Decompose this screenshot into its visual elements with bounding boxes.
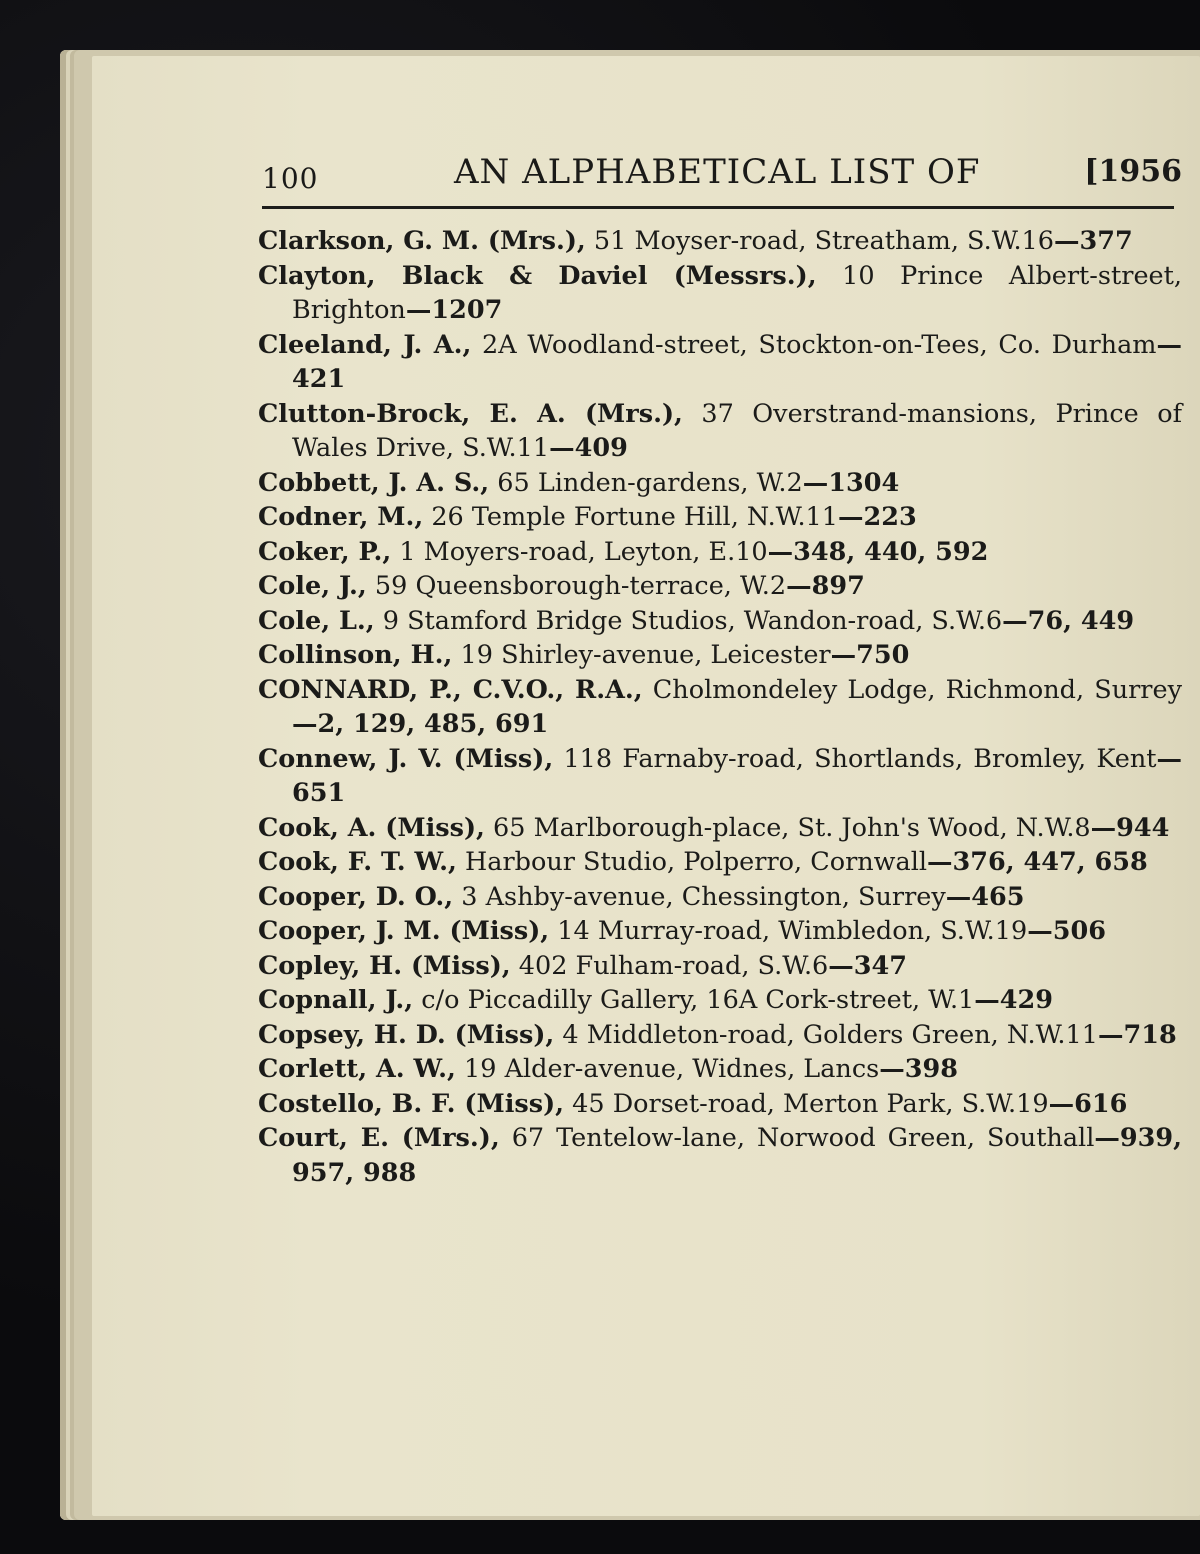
list-item	[258, 500, 1182, 535]
entry-address: 19 Shirley-avenue, Leicester	[452, 640, 831, 670]
entry-address: 4 Middleton-road, Golders Green, N.W.11	[554, 1019, 1098, 1050]
entry-name: Coker, P.,	[258, 536, 392, 567]
entry-name: Cook, A. (Miss),	[258, 812, 485, 843]
page-number: 100	[262, 162, 319, 195]
entry-name: Clayton, Black & Daviel (Messrs.),	[258, 260, 817, 291]
header-rule	[262, 206, 1174, 209]
entry-numbers: —2, 129, 485, 691	[292, 709, 549, 739]
entry-numbers: —377	[1054, 226, 1133, 256]
list-item	[258, 328, 1182, 397]
entry-address: 37 Overstrand-mansions, Prince of Wales Drive, S.W.11	[292, 398, 1183, 463]
entry-name: Copsey, H. D. (Miss),	[258, 1019, 555, 1050]
entry-address: 1 Moyers-road, Leyton, E.10	[391, 536, 768, 567]
list-item	[258, 604, 1182, 639]
entry-numbers: —76, 449	[1002, 605, 1135, 636]
entry-address: 118 Farnaby-road, Shortlands, Bromley, Kent	[553, 743, 1157, 774]
entry-numbers: —616	[1048, 1088, 1128, 1119]
entry-name: Cook, F. T. W.,	[258, 847, 457, 877]
entry-name: Corlett, A. W.,	[258, 1054, 456, 1084]
entry-numbers: —376, 447, 658	[927, 847, 1148, 877]
entry-name: Collinson, H.,	[258, 640, 453, 670]
entry-name: Clutton-Brock, E. A. (Mrs.),	[258, 398, 683, 429]
entry-numbers: —409	[549, 433, 628, 463]
entry-name: Cole, J.,	[258, 571, 367, 601]
entry-numbers: —398	[879, 1054, 958, 1084]
list-item	[258, 569, 1182, 604]
entry-name: Copnall, J.,	[258, 985, 414, 1015]
list-item	[258, 1121, 1182, 1190]
list-item	[258, 638, 1182, 673]
entry-address: 3 Ashby-avenue, Chessington, Surrey	[453, 881, 946, 912]
list-item	[258, 983, 1182, 1018]
entry-address: 65 Marlborough-place, St. John's Wood, N.W.8	[484, 812, 1091, 843]
entry-address: Cholmondeley Lodge, Richmond, Surrey	[642, 674, 1182, 705]
entry-name: CONNARD, P., C.V.O., R.A.,	[258, 674, 643, 705]
running-title: AN ALPHABETICAL LIST OF	[454, 152, 981, 192]
entry-numbers: —651	[292, 743, 1183, 808]
entry-numbers: —939, 957, 988	[292, 1123, 1182, 1188]
entry-numbers: —718	[1097, 1019, 1177, 1050]
entry-address: 402 Fulham-road, S.W.6	[510, 950, 829, 981]
entry-name: Cooper, D. O.,	[258, 881, 454, 912]
entry-address: 2A Woodland-street, Stockton-on-Tees, Co. Durham	[471, 329, 1157, 360]
entry-numbers: —421	[292, 329, 1182, 394]
entry-address: c/o Piccadilly Gallery, 16A Cork-street, W.1	[413, 985, 975, 1015]
entry-numbers: —750	[830, 640, 910, 670]
entry-name: Costello, B. F. (Miss),	[258, 1088, 565, 1119]
list-item	[258, 811, 1182, 846]
entry-address: 59 Queensborough-terrace, W.2	[366, 571, 787, 601]
entry-name: Court, E. (Mrs.),	[258, 1123, 500, 1153]
entry-name: Connew, J. V. (Miss),	[258, 743, 554, 774]
entry-numbers: —347	[828, 950, 908, 981]
list-item	[258, 845, 1182, 880]
entry-numbers: —1304	[802, 467, 900, 498]
entry-address: 45 Dorset-road, Merton Park, S.W.19	[564, 1088, 1049, 1119]
list-item	[258, 1052, 1182, 1087]
entry-name: Cleeland, J. A.,	[258, 329, 472, 360]
entry-numbers: —429	[974, 985, 1054, 1015]
entry-address: Harbour Studio, Polperro, Cornwall	[456, 847, 928, 877]
entry-numbers: —348, 440, 592	[767, 536, 989, 567]
entry-name: Copley, H. (Miss),	[258, 950, 511, 981]
entry-name: Clarkson, G. M. (Mrs.),	[258, 226, 586, 256]
entry-address: 65 Linden-gardens, W.2	[489, 467, 803, 498]
list-item	[258, 914, 1182, 949]
entry-name: Cole, L.,	[258, 605, 375, 636]
page-header	[262, 152, 1182, 200]
entry-name: Cobbett, J. A. S.,	[258, 467, 490, 498]
list-item	[258, 949, 1182, 984]
list-item	[258, 673, 1182, 742]
entry-address: 19 Alder-avenue, Widnes, Lancs	[455, 1054, 880, 1084]
list-item	[258, 224, 1182, 259]
entry-numbers: —223	[838, 502, 917, 532]
list-item	[258, 1087, 1182, 1122]
entry-address: 10 Prince Albert-street, Brighton	[292, 260, 1182, 325]
entry-list	[258, 224, 1182, 1190]
list-item	[258, 259, 1182, 328]
entry-numbers: —944	[1090, 812, 1170, 843]
entry-address: 14 Murray-road, Wimbledon, S.W.19	[549, 916, 1028, 946]
entry-numbers: —897	[786, 571, 865, 601]
entry-numbers: —465	[945, 881, 1025, 912]
list-item	[258, 397, 1182, 466]
entry-name: Codner, M.,	[258, 502, 424, 532]
entry-name: Cooper, J. M. (Miss),	[258, 916, 550, 946]
list-item	[258, 1018, 1182, 1053]
list-item	[258, 466, 1182, 501]
entry-address: 26 Temple Fortune Hill, N.W.11	[423, 502, 838, 532]
entry-address: 9 Stamford Bridge Studios, Wandon-road, S.W.6	[374, 605, 1003, 636]
entry-numbers: —1207	[405, 295, 503, 325]
year-label: [1956	[1084, 154, 1182, 189]
list-item	[258, 880, 1182, 915]
list-item	[258, 535, 1182, 570]
entry-address: 51 Moyser-road, Streatham, S.W.16	[585, 226, 1055, 256]
entry-numbers: —506	[1027, 916, 1106, 946]
entry-address: 67 Tentelow-lane, Norwood Green, Southall	[499, 1123, 1095, 1153]
list-item	[258, 742, 1182, 811]
